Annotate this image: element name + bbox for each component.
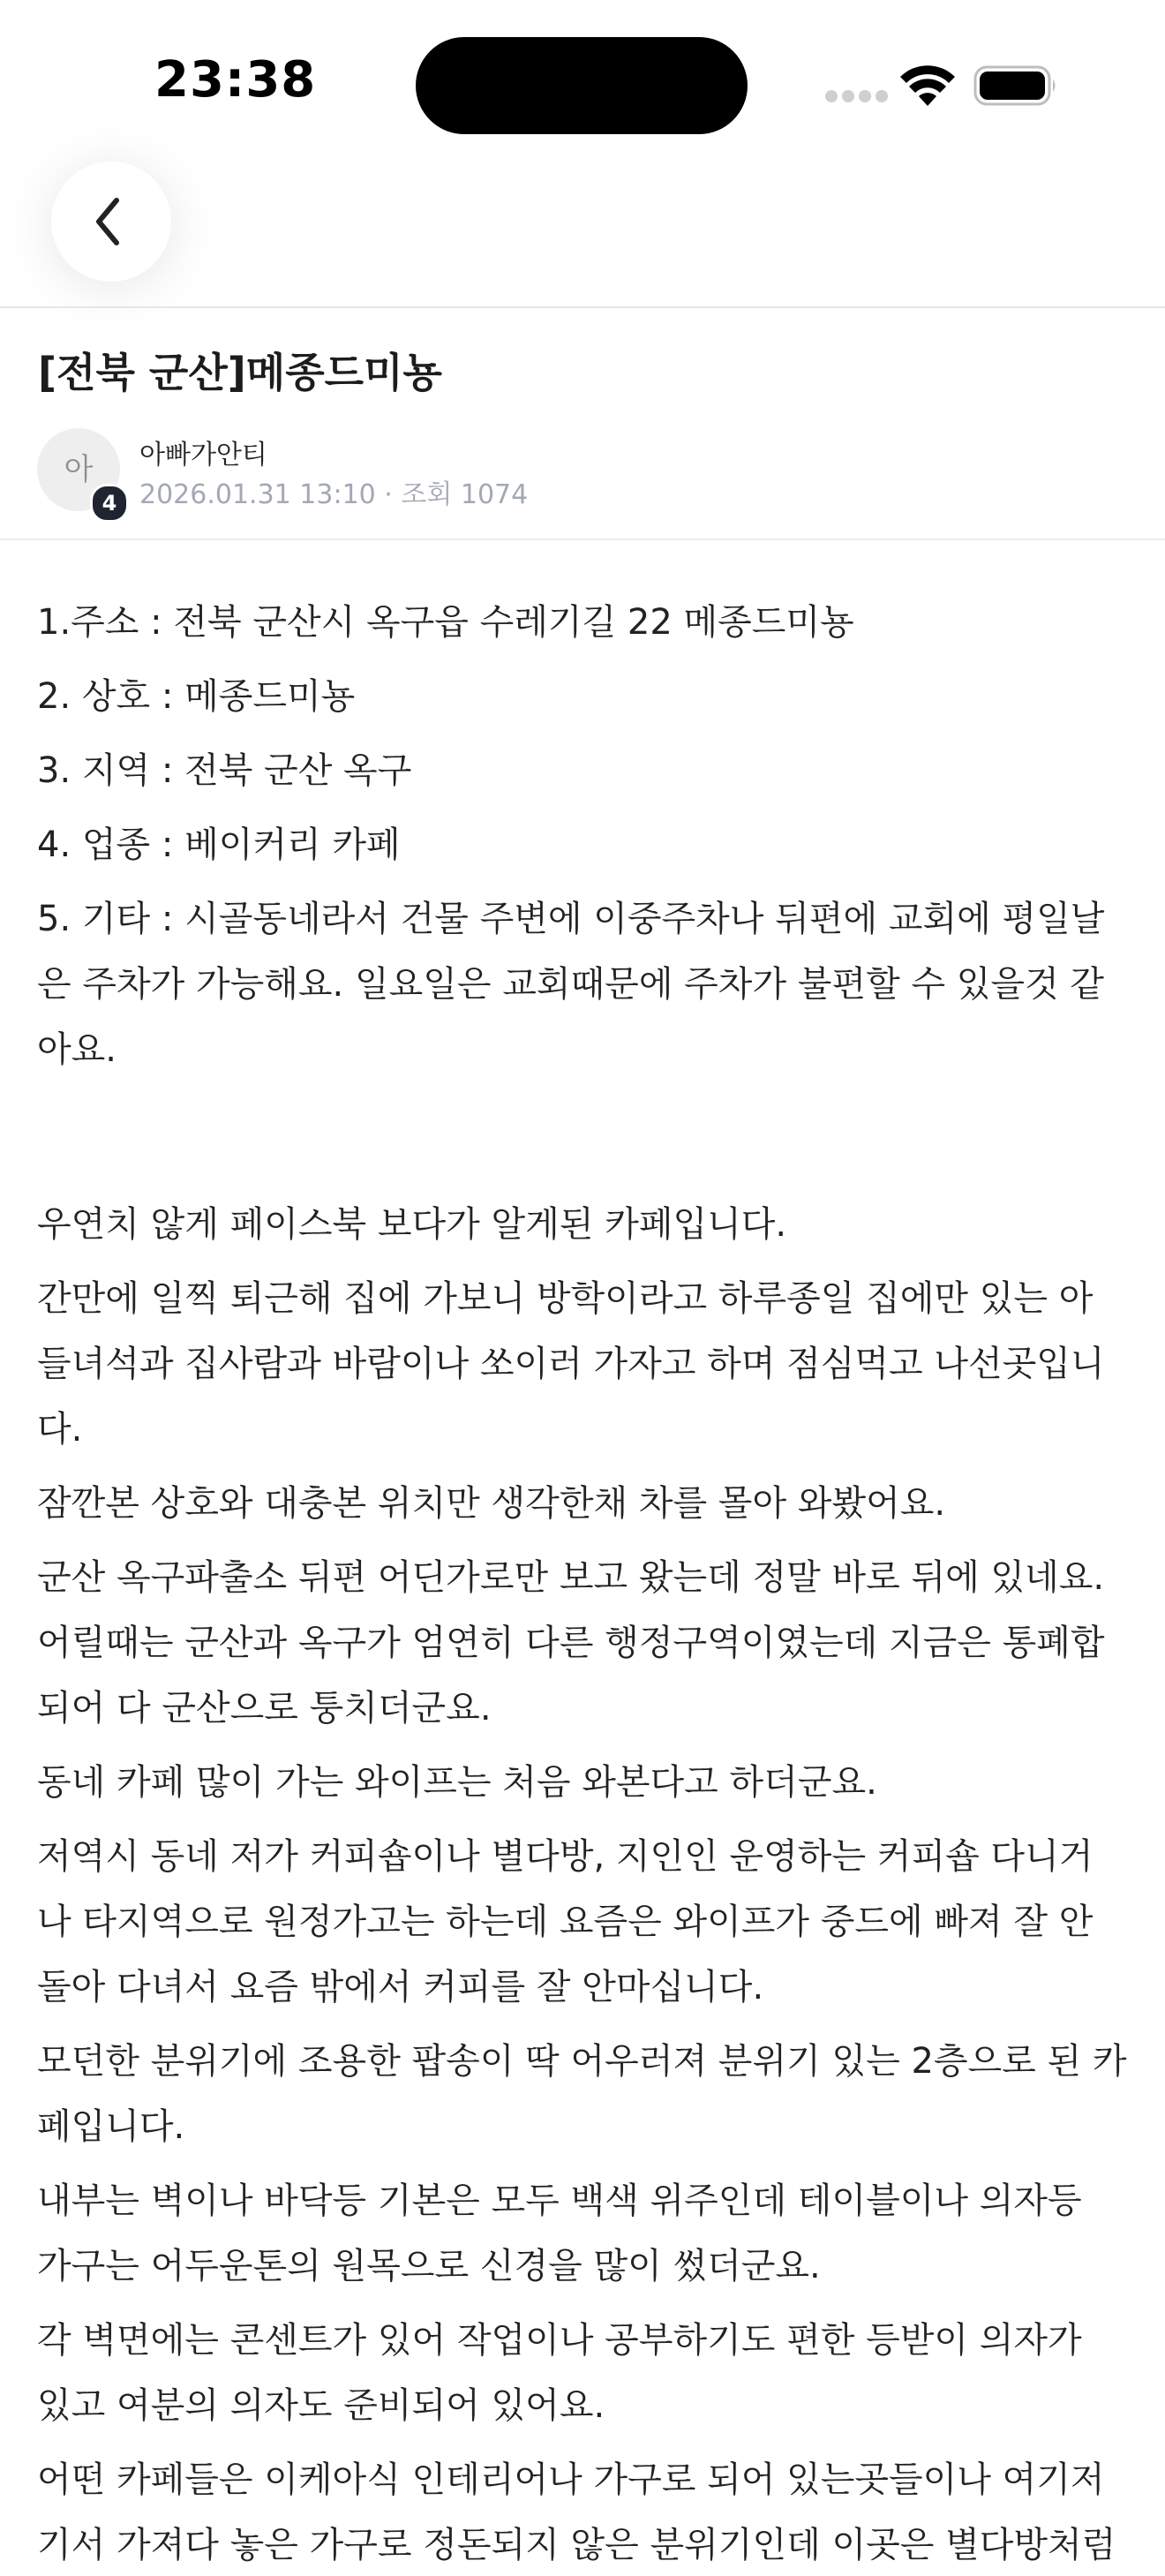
status-time: 23:38	[154, 51, 317, 109]
body-line: 어릴때는 군산과 옥구가 엄연히 다른 행정구역이였는데 지금은 통폐합	[37, 1623, 1105, 1663]
body-line: 모던한 분위기에 조용한 팝송이 딱 어우러져 분위기 있는 2층으로 된 카	[37, 2041, 1127, 2082]
header-divider	[0, 306, 1165, 308]
back-button[interactable]	[51, 162, 171, 282]
body-line: 4. 업종 : 베이커리 카페	[37, 825, 401, 865]
body-line: 군산 옥구파출소 뒤편 어딘가로만 보고 왔는데 정말 바로 뒤에 있네요.	[37, 1557, 1105, 1598]
body-line: 기서 가져다 놓은 가구로 정돈되지 않은 분위기인데 이곳은 별다방처럼	[37, 2525, 1116, 2565]
status-bar	[0, 0, 1165, 168]
body-line: 있고 여분의 의자도 준비되어 있어요.	[37, 2385, 605, 2426]
post-meta: 2026.01.31 13:10 · 조회 1074	[139, 479, 529, 510]
wifi-icon	[900, 64, 955, 108]
body-line: 간만에 일찍 퇴근해 집에 가보니 방학이라고 하루종일 집에만 있는 아	[37, 1278, 1094, 1319]
body-line: 되어 다 군산으로 퉁치더군요.	[37, 1688, 492, 1729]
battery-icon	[973, 65, 1058, 106]
chevron-left-icon	[86, 193, 136, 250]
body-line: 들녀석과 집사람과 바람이나 쏘이러 가자고 하며 점심먹고 나선곳입니	[37, 1344, 1105, 1384]
body-line: 다.	[37, 1409, 83, 1450]
body-line: 저역시 동네 저가 커피숍이나 별다방, 지인인 운영하는 커피숍 다니거	[37, 1836, 1094, 1877]
body-line: 내부는 벽이나 바닥등 기본은 모두 백색 위주인데 테이블이나 의자등	[37, 2181, 1082, 2221]
body-line: 페입니다.	[37, 2106, 185, 2147]
blank-line	[37, 1093, 1131, 1194]
meta-divider	[0, 539, 1165, 540]
body-line: 각 벽면에는 콘센트가 있어 작업이나 공부하기도 편한 등받이 의자가	[37, 2320, 1082, 2361]
cellular-signal-icon	[825, 90, 887, 102]
body-line: 나 타지역으로 원정가고는 하는데 요즘은 와이프가 중드에 빠져 잘 안	[37, 1902, 1094, 1942]
body-line: 우연치 않게 페이스북 보다가 알게된 카페입니다.	[37, 1204, 787, 1245]
body-line: 은 주차가 가능해요. 일요일은 교회때문에 주차가 불편할 수 있을것 같	[37, 964, 1105, 1005]
post-body	[37, 591, 1131, 2576]
body-line: 돌아 다녀서 요즘 밖에서 커피를 잘 안마십니다.	[37, 1967, 764, 2007]
author-name[interactable]: 아빠가안티	[139, 440, 267, 471]
body-line: 3. 지역 : 전북 군산 옥구	[37, 750, 412, 791]
body-line: 5. 기타 : 시골동네라서 건물 주변에 이중주차나 뒤편에 교회에 평일날	[37, 899, 1105, 939]
body-line: 가구는 어두운톤의 원목으로 신경을 많이 썼더군요.	[37, 2246, 821, 2286]
body-line: 동네 카페 많이 가는 와이프는 처음 와본다고 하더군요.	[37, 1762, 877, 1803]
body-line: 어떤 카페들은 이케아식 인테리어나 가구로 되어 있는곳들이나 여기저	[37, 2459, 1105, 2500]
post-title: [전북 군산]메종드미뇽	[38, 349, 442, 396]
body-line: 아요.	[37, 1029, 116, 1070]
dynamic-island	[416, 37, 748, 134]
body-line: 1.주소 : 전북 군산시 옥구읍 수레기길 22 메종드미뇽	[37, 602, 854, 643]
avatar-initial: 아	[64, 452, 94, 487]
body-line: 잠깐본 상호와 대충본 위치만 생각한채 차를 몰아 와봤어요.	[37, 1483, 946, 1524]
body-line: 2. 상호 : 메종드미뇽	[37, 676, 356, 717]
level-badge: 4	[90, 484, 129, 523]
